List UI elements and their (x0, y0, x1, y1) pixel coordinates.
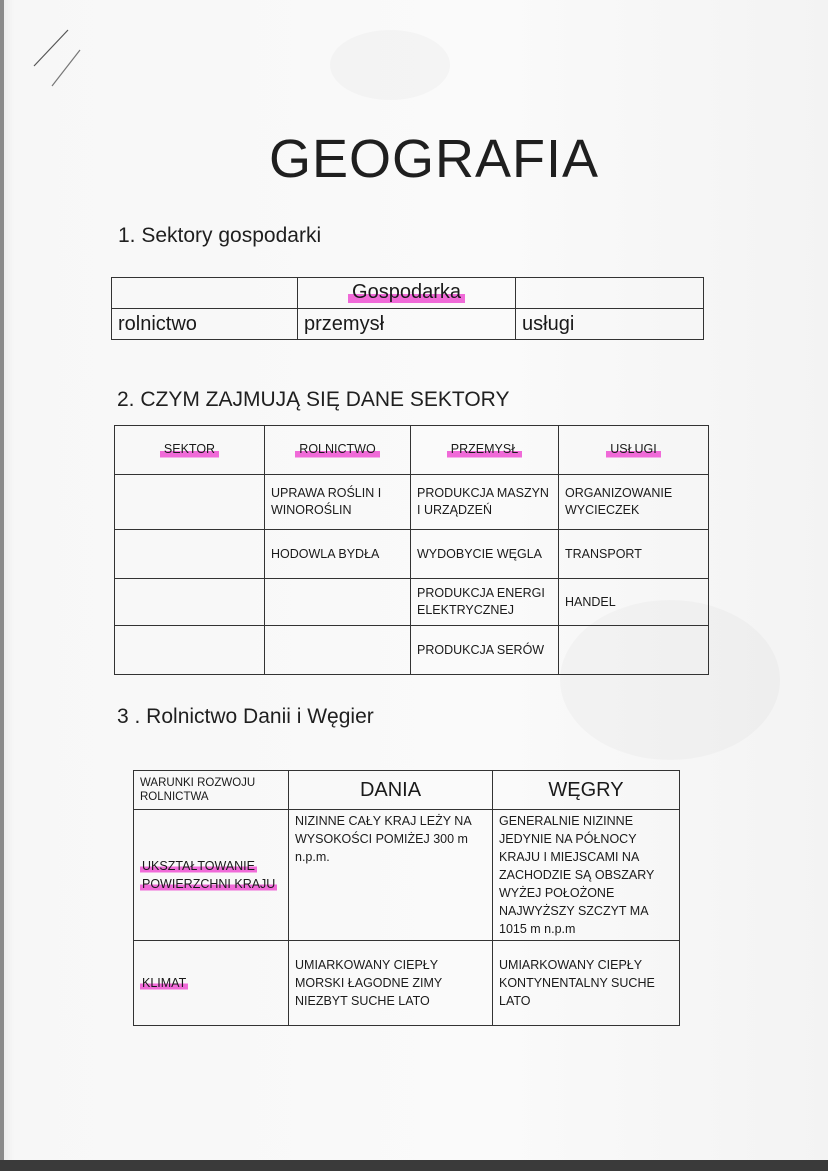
table-header-row (115, 426, 709, 475)
page-bottom-edge (0, 1160, 828, 1171)
table-cell (115, 579, 265, 626)
page-title: GEOGRAFIA (268, 129, 600, 189)
sectors-table (111, 277, 704, 340)
table-cell: PRODUKCJA SERÓW (411, 626, 559, 675)
table-cell: TRANSPORT (559, 530, 709, 579)
table-cell (115, 626, 265, 675)
column-header (559, 426, 709, 475)
table-cell: UPRAWA ROŚLIN I WINOROŚLIN (265, 475, 411, 530)
table-cell: HANDEL (559, 579, 709, 626)
table-row (112, 309, 704, 340)
column-header-label: SEKTOR (160, 441, 219, 459)
section2-heading: 2. CZYM ZAJMUJĄ SIĘ DANE SEKTORY (117, 388, 510, 411)
table-cell (265, 626, 411, 675)
table-cell (112, 278, 298, 309)
table-cell: GENERALNIE NIZINNE JEDYNIE NA PÓŁNOCY KRAJU I MIEJSCAMI NA ZACHODZIE SĄ OBSZARY WYŻEJ POŁOŻONE NAJWYŻSZY SZCZYT MA 1015 m n.p.m (493, 810, 680, 941)
section1-heading: 1. Sektory gospodarki (118, 224, 322, 247)
table-cell (516, 278, 704, 309)
table-cell: ORGANIZOWANIE WYCIECZEK (559, 475, 709, 530)
table-row (115, 475, 709, 530)
column-header: WARUNKI ROZWOJU ROLNICTWA (134, 771, 289, 810)
denmark-hungary-table (133, 770, 680, 1026)
row-label: KLIMAT (142, 976, 187, 990)
table-cell (559, 626, 709, 675)
table-cell: NIZINNE CAŁY KRAJ LEŻY NA WYSOKOŚCI POMIŻEJ 300 m n.p.m. (289, 810, 493, 941)
table-cell: PRODUKCJA MASZYN I URZĄDZEŃ (411, 475, 559, 530)
table-cell (265, 579, 411, 626)
economy-header: Gospodarka (348, 281, 465, 305)
column-header: WĘGRY (493, 771, 680, 810)
table-row (115, 579, 709, 626)
sector-cell: przemysł (298, 309, 516, 340)
table-cell: PRODUKCJA ENERGI ELEKTRYCZNEJ (411, 579, 559, 626)
column-header-label: PRZEMYSŁ (447, 441, 522, 459)
table-row (112, 278, 704, 309)
table-cell: WYDOBYCIE WĘGLA (411, 530, 559, 579)
table-cell (115, 530, 265, 579)
row-label-cell (134, 810, 289, 941)
paper-smudge (330, 30, 450, 100)
sector-cell: usługi (516, 309, 704, 340)
column-header (265, 426, 411, 475)
column-header-label: ROLNICTWO (295, 441, 379, 459)
table-cell (115, 475, 265, 530)
table-row (134, 941, 680, 1026)
table-header-row (134, 771, 680, 810)
sector-activities-table (114, 425, 709, 675)
column-header (411, 426, 559, 475)
sector-cell: rolnictwo (112, 309, 298, 340)
table-cell: HODOWLA BYDŁA (265, 530, 411, 579)
table-row (134, 810, 680, 941)
row-label-cell (134, 941, 289, 1026)
table-row (115, 530, 709, 579)
column-header (115, 426, 265, 475)
pen-mark (28, 28, 88, 98)
table-cell (298, 278, 516, 309)
table-row (115, 626, 709, 675)
table-cell: UMIARKOWANY CIEPŁY KONTYNENTALNY SUCHE LATO (493, 941, 680, 1026)
table-cell: UMIARKOWANY CIEPŁY MORSKI ŁAGODNE ZIMY NIEZBYT SUCHE LATO (289, 941, 493, 1026)
column-header: DANIA (289, 771, 493, 810)
column-header-label: USŁUGI (606, 441, 661, 459)
section3-heading: 3 . Rolnictwo Danii i Węgier (117, 705, 374, 728)
row-label: UKSZTAŁTOWANIE POWIERZCHNI KRAJU (142, 859, 276, 891)
